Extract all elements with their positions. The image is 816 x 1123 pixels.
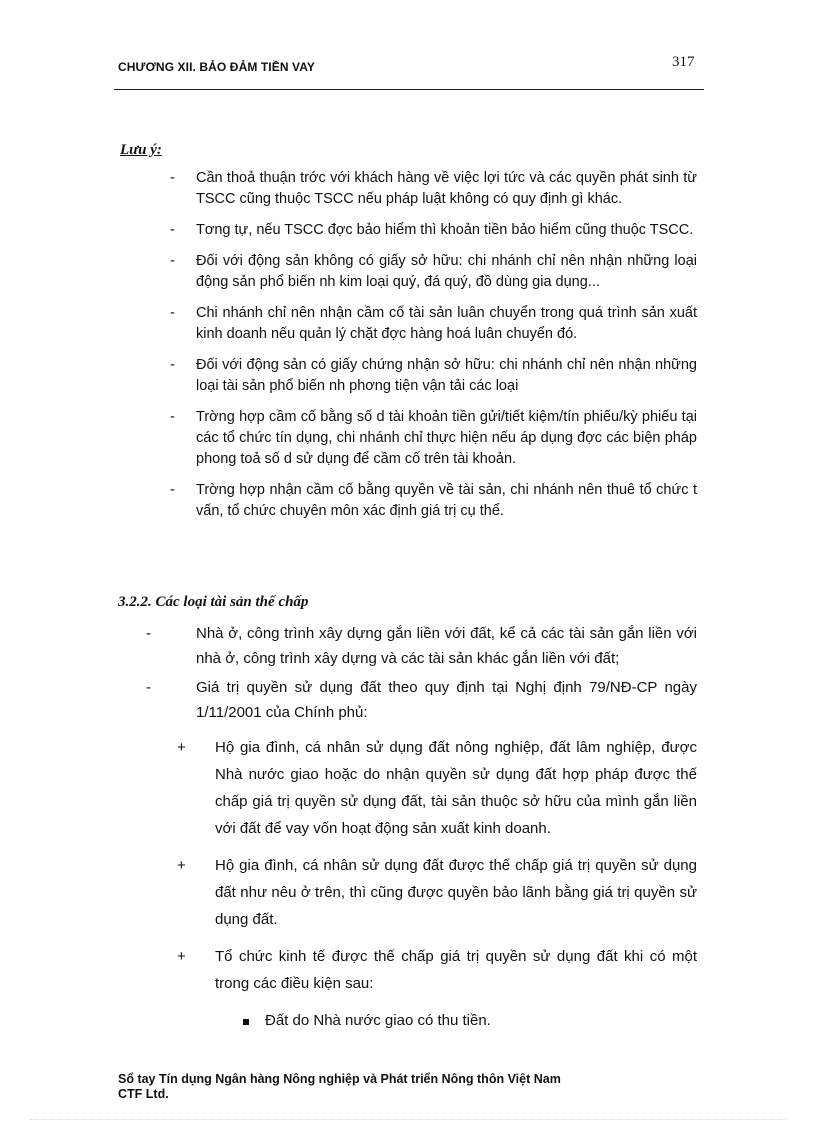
sub-text: Hộ gia đình, cá nhân sử dụng đất được thế chấp giá trị quyền sử dụng đất như nêu ở trên, thì cũng được quyền bảo lãnh bằng giá trị quyền sử dụng đất.	[215, 857, 697, 928]
list-item	[146, 621, 697, 671]
page-edge-dots	[30, 1119, 786, 1120]
note-text: Đối với động sản không có giấy sở hữu: chi nhánh chỉ nên nhận những loại động sản phổ biến nh kim loại quý, đá quý, đồ dùng gia dụng...	[196, 253, 697, 290]
plus-marker: +	[177, 948, 186, 965]
list-item	[170, 220, 697, 241]
list-item	[170, 480, 697, 522]
list-item	[177, 943, 697, 997]
dash-marker: -	[146, 679, 151, 696]
footer-line-1: Sổ tay Tín dụng Ngân hàng Nông nghiệp và Phát triển Nông thôn Việt Nam	[118, 1072, 561, 1086]
header-rule	[114, 89, 704, 90]
dash-marker: -	[170, 482, 175, 498]
list-item	[265, 1007, 697, 1034]
list-item	[146, 675, 697, 725]
dash-marker: -	[170, 253, 175, 269]
section-text: Nhà ở, công trình xây dựng gắn liền với đất, kể cả các tài sản gắn liền với nhà ở, công trình xây dựng và các tài sản khác gắn liền với đất;	[196, 625, 697, 667]
dash-marker: -	[170, 357, 175, 373]
chapter-header: CHƯƠNG XII. BẢO ĐẢM TIỀN VAY	[118, 60, 316, 74]
list-item	[170, 355, 697, 397]
list-item	[170, 251, 697, 293]
dash-marker: -	[170, 409, 175, 425]
list-item	[177, 734, 697, 842]
plus-marker: +	[177, 739, 186, 756]
dash-marker: -	[170, 170, 175, 186]
note-label: Lưu ý:	[120, 142, 162, 158]
bullet-text: Đất do Nhà nước giao có thu tiền.	[265, 1012, 491, 1029]
note-text: Trờng hợp cầm cố bằng số d tài khoản tiền gửi/tiết kiệm/tín phiếu/kỳ phiếu tại các tổ chức tín dụng, chi nhánh chỉ thực hiện nếu áp dụng đợc các biện pháp phong toả số d sử dụng để cầm cố trên tài khoản.	[196, 409, 697, 467]
plus-marker: +	[177, 857, 186, 874]
section-list	[146, 621, 697, 725]
note-text: Trờng hợp nhận cầm cố bằng quyền về tài sản, chi nhánh nên thuê tổ chức t vấn, tổ chức chuyên môn xác định giá trị cụ thể.	[196, 482, 697, 519]
note-text: Đối với động sản có giấy chứng nhận sở hữu: chi nhánh chỉ nên nhận những loại tài sản phổ biến nh phơng tiện vận tải các loại	[196, 357, 697, 394]
list-item	[177, 852, 697, 933]
dash-marker: -	[146, 625, 151, 642]
dash-marker: -	[170, 305, 175, 321]
notes-list	[170, 168, 697, 522]
list-item	[170, 407, 697, 470]
footer-line-2: CTF Ltd.	[118, 1087, 169, 1101]
sub-text: Tổ chức kinh tế được thế chấp giá trị quyền sử dụng đất khi có một trong các điều kiện sau:	[215, 948, 697, 992]
list-item	[170, 168, 697, 210]
sub-list	[177, 734, 697, 1034]
list-item	[170, 303, 697, 345]
note-text: Cần thoả thuận trớc với khách hàng về việc lợi tức và các quyền phát sinh từ TSCC cũng thuộc TSCC nếu pháp luật không có quy định gì khác.	[196, 170, 697, 207]
footer	[118, 1072, 561, 1102]
section-title: 3.2.2. Các loại tài sản thế chấp	[118, 594, 309, 610]
dash-marker: -	[170, 222, 175, 238]
page-number: 317	[672, 54, 695, 70]
note-text: Chi nhánh chỉ nên nhận cầm cố tài sản luân chuyển trong quá trình sản xuất kinh doanh nếu quản lý chặt đợc hàng hoá luân chuyển đó.	[196, 305, 697, 342]
section-text: Giá trị quyền sử dụng đất theo quy định tại Nghị định 79/NĐ-CP ngày 1/11/2001 của Chính phủ:	[196, 679, 697, 721]
note-text: Tơng tự, nếu TSCC đợc bảo hiểm thì khoản tiền bảo hiểm cũng thuộc TSCC.	[196, 222, 694, 238]
square-bullet-icon	[243, 1007, 249, 1034]
sub-text: Hộ gia đình, cá nhân sử dụng đất nông nghiệp, đất lâm nghiệp, được Nhà nước giao hoặc do nhận quyền sử dụng đất hợp pháp được thế chấp giá trị quyền sử dụng đất, tài sản thuộc sở hữu của mình gắn liền với đất để vay vốn hoạt động sản xuất kinh doanh.	[215, 739, 697, 837]
